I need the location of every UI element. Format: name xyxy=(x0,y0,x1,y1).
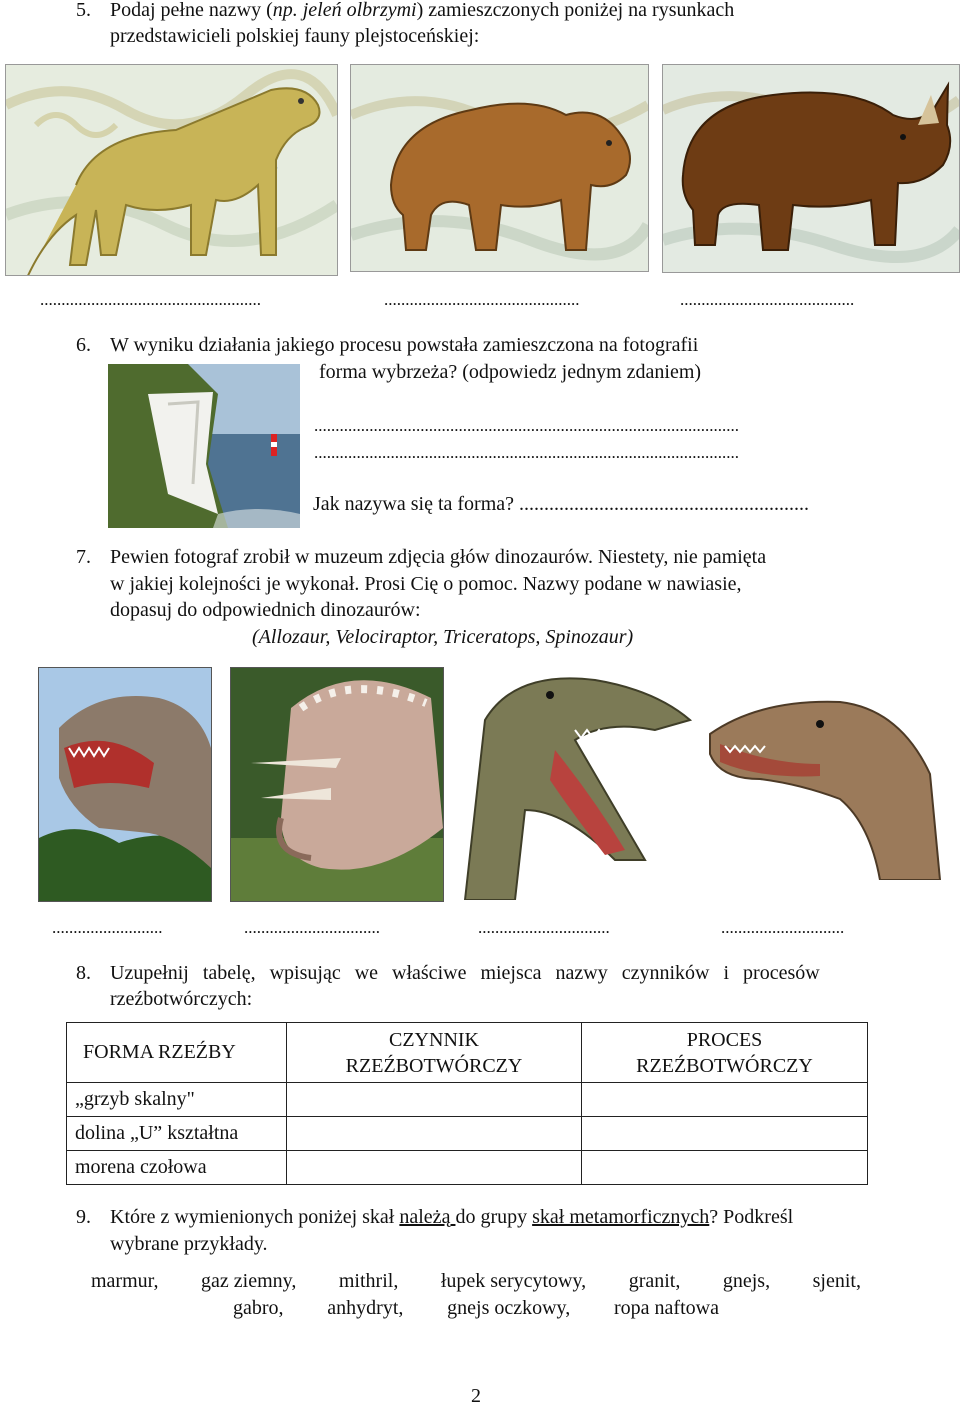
q7-answer-4[interactable]: ............................. xyxy=(721,918,845,937)
rock-option[interactable]: anhydryt, xyxy=(327,1297,404,1319)
row-process-cell[interactable] xyxy=(582,1083,868,1117)
rock-option[interactable]: marmur, xyxy=(91,1270,159,1292)
q8-number: 8. xyxy=(76,962,91,984)
q9-text-c: ? Podkreśl xyxy=(709,1206,794,1228)
q9-underlined-belong: należą xyxy=(399,1206,456,1228)
woolly-rhino-illustration xyxy=(662,64,960,273)
rock-option[interactable]: sjenit, xyxy=(812,1270,861,1292)
q6-answer-line-1[interactable]: .................................................................................................... xyxy=(314,416,739,435)
cave-lion-illustration xyxy=(5,64,338,276)
rock-option[interactable]: mithril, xyxy=(338,1270,399,1292)
rock-option[interactable]: łupek serycytowy, xyxy=(440,1270,587,1292)
relief-forms-table xyxy=(66,1022,868,1185)
q6-line1: W wyniku działania jakiego procesu powstała zamieszczona na fotografii xyxy=(110,334,699,356)
header-process xyxy=(582,1023,868,1083)
q8-line1-text: Uzupełnij tabelę, wpisując we właściwe miejsca nazwy czynników i procesów xyxy=(110,962,820,984)
row-form-text: dolina „U” kształtna xyxy=(75,1122,239,1144)
rock-option[interactable]: gnejs oczkowy, xyxy=(447,1297,571,1319)
q7-number: 7. xyxy=(76,546,91,568)
spinosaurus-head-illustration xyxy=(455,660,695,900)
q5-text-a: Podaj pełne nazwy ( xyxy=(110,0,273,21)
q5-example: jeleń olbrzymi xyxy=(302,0,417,21)
q8-line1 xyxy=(110,960,912,986)
q9-number: 9. xyxy=(76,1206,91,1228)
q7-line2: w jakiej kolejności je wykonał. Prosi Cię o pomoc. Nazwy podane w nawiasie, xyxy=(110,573,742,595)
row-factor-cell[interactable] xyxy=(287,1151,582,1185)
rock-option[interactable]: gabro, xyxy=(233,1297,284,1319)
q6-line2: forma wybrzeża? (odpowiedz jednym zdaniem) xyxy=(319,361,702,383)
q6-name-question[interactable]: Jak nazywa się ta forma? .......................................................... xyxy=(313,493,810,515)
q5-answer-3[interactable]: ......................................... xyxy=(680,290,855,309)
header-factor-line1: CZYNNIK xyxy=(389,1028,479,1051)
q8-line2: rzeźbotwórczych: xyxy=(110,988,253,1010)
chalk-cliff-coast-photo xyxy=(108,364,300,528)
q9-line1 xyxy=(110,1204,793,1230)
q7-line1: Pewien fotograf zrobił w muzeum zdjęcia głów dinozaurów. Niestety, nie pamięta xyxy=(110,546,767,568)
q7-answer-3[interactable]: ............................... xyxy=(478,918,610,937)
page-number: 2 xyxy=(471,1385,481,1407)
q9-text-a: Które z wymienionych poniżej skał xyxy=(110,1206,400,1228)
q5-line1 xyxy=(110,0,912,23)
row-factor-cell[interactable] xyxy=(287,1117,582,1151)
q6-answer-line-2[interactable]: .................................................................................................... xyxy=(314,443,739,462)
header-factor xyxy=(287,1023,582,1083)
header-factor-line2: RZEŹBOTWÓRCZY xyxy=(345,1054,523,1077)
q7-answer-1[interactable]: .......................... xyxy=(52,918,163,937)
q6-number: 6. xyxy=(76,334,91,356)
row-process-cell[interactable] xyxy=(582,1117,868,1151)
q9-underlined-metamorphic: skał metamorficznych xyxy=(532,1206,710,1228)
rock-option[interactable]: granit, xyxy=(628,1270,681,1292)
q7-line3: dopasuj do odpowiednich dinozaurów: xyxy=(110,599,421,621)
header-form xyxy=(67,1023,287,1083)
q7-dinosaur-names: (Allozaur, Velociraptor, Triceratops, Spinozaur) xyxy=(252,626,634,648)
q5-number: 5. xyxy=(76,0,91,21)
rocks-row-2 xyxy=(233,1295,719,1321)
header-form-label: FORMA RZEŹBY xyxy=(83,1041,236,1063)
q7-answer-2[interactable]: ................................ xyxy=(244,918,380,937)
q9-line2: wybrane przykłady. xyxy=(110,1233,268,1255)
rock-option[interactable]: ropa naftowa xyxy=(614,1297,719,1319)
q5-answer-2[interactable]: .............................................. xyxy=(384,290,580,309)
cave-bear-illustration xyxy=(350,64,649,272)
triceratops-head-photo xyxy=(230,667,444,902)
q5-text-b: ) zamieszczonych poniżej na rysunkach xyxy=(416,0,735,21)
rock-option[interactable]: gaz ziemny, xyxy=(201,1270,297,1292)
rock-option[interactable]: gnejs, xyxy=(722,1270,771,1292)
row-form-label xyxy=(67,1117,287,1151)
row-process-cell[interactable] xyxy=(582,1151,868,1185)
row-form-text: „grzyb skalny" xyxy=(75,1088,195,1110)
allosaurus-head-photo xyxy=(38,667,212,902)
row-form-label xyxy=(67,1151,287,1185)
q9-text-b: do grupy xyxy=(455,1206,533,1228)
rocks-row-1 xyxy=(91,1268,861,1294)
velociraptor-head-illustration xyxy=(700,684,942,880)
row-factor-cell[interactable] xyxy=(287,1083,582,1117)
q5-answer-1[interactable]: .................................................... xyxy=(40,290,261,309)
header-process-line1: PROCES xyxy=(686,1028,763,1051)
row-form-label xyxy=(67,1083,287,1117)
header-process-line2: RZEŹBOTWÓRCZY xyxy=(636,1054,813,1077)
q5-np: np. xyxy=(272,0,298,21)
q5-line2: przedstawicieli polskiej fauny plejstoceńskiej: xyxy=(110,25,480,47)
row-form-text: morena czołowa xyxy=(75,1156,207,1178)
